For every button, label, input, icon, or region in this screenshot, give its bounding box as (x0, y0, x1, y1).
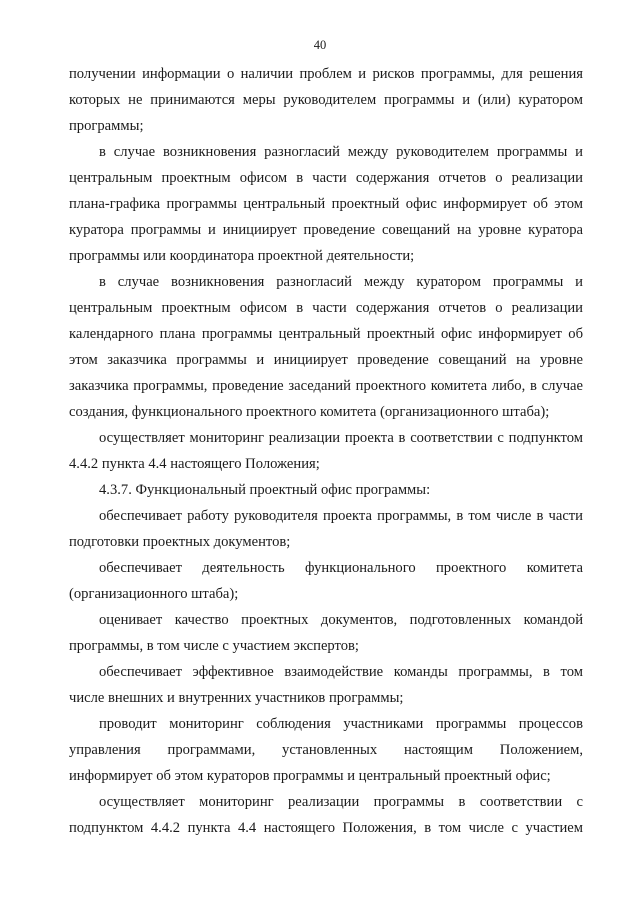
text-line: обеспечивает работу руководителя проекта программы, в том числе в части (99, 508, 583, 524)
text-line: информирует об этом кураторов программы и центральный проектный офис; (69, 768, 551, 784)
text-line: обеспечивает деятельность функционального проектного комитета (99, 560, 583, 576)
text-line: 4.3.7. Функциональный проектный офис программы: (99, 482, 431, 498)
text-line: осуществляет мониторинг реализации проекта в соответствии с подпунктом (99, 430, 583, 446)
text-line: в случае возникновения разногласий между куратором программы и (99, 274, 583, 290)
page-number: 40 (313, 38, 327, 52)
text-line: заказчика программы, проведение заседаний проектного комитета либо, в случае (69, 378, 583, 394)
text-line: получении информации о наличии проблем и рисков программы, для решения (69, 66, 583, 82)
text-line: программы; (69, 118, 144, 134)
text-line: которых не принимаются меры руководителем программы и (или) куратором (69, 92, 583, 108)
text-line: центральным проектным офисом в части содержания отчетов о реализации (69, 300, 583, 316)
text-line: числе внешних и внутренних участников программы; (69, 690, 404, 706)
text-line: обеспечивает эффективное взаимодействие команды программы, в том (99, 664, 583, 680)
text-line: программы, в том числе с участием экспертов; (69, 638, 359, 654)
text-line: проводит мониторинг соблюдения участниками программы процессов (99, 716, 583, 732)
text-line: календарного плана программы центральный проектный офис информирует об (69, 326, 583, 342)
text-line: этом заказчика программы и инициирует проведение совещаний на уровне (69, 352, 583, 368)
text-line: 4.4.2 пункта 4.4 настоящего Положения; (69, 456, 320, 472)
text-line: управления программами, установленных настоящим Положением, (69, 742, 583, 758)
text-line: центральным проектным офисом в части содержания отчетов о реализации (69, 170, 583, 186)
text-line: в случае возникновения разногласий между руководителем программы и (99, 144, 583, 160)
text-line: подпунктом 4.4.2 пункта 4.4 настоящего Положения, в том числе с участием (69, 820, 583, 836)
document-body (69, 61, 583, 841)
text-line: программы или координатора проектной деятельности; (69, 248, 415, 264)
text-line: оценивает качество проектных документов, подготовленных командой (99, 612, 583, 628)
text-line: осуществляет мониторинг реализации программы в соответствии с (99, 794, 583, 810)
text-line: подготовки проектных документов; (69, 534, 291, 550)
text-line: создания, функционального проектного комитета (организационного штаба); (69, 404, 550, 420)
text-line: плана-графика программы центральный проектный офис информирует об этом (69, 196, 583, 212)
text-line: куратора программы и инициирует проведение совещаний на уровне куратора (69, 222, 583, 238)
text-line: (организационного штаба); (69, 586, 239, 602)
